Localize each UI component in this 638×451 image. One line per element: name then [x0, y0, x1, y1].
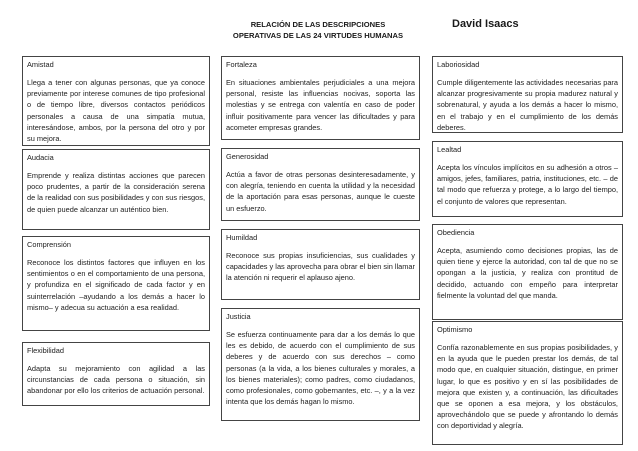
virtue-description: Adapta su mejoramiento con agilidad a las circunstancias de cada persona o situación, sin abandonar por ello los criterios de actuación personal.	[27, 364, 205, 396]
virtue-box-optimismo	[432, 321, 623, 445]
virtue-box-audacia	[22, 149, 210, 230]
virtue-title: Laboriosidad	[437, 60, 480, 69]
virtue-title: Fortaleza	[226, 60, 257, 69]
virtue-title: Lealtad	[437, 145, 462, 154]
author-name: David Isaacs	[452, 18, 519, 30]
virtue-title: Obediencia	[437, 228, 475, 237]
virtue-box-humildad	[221, 229, 420, 300]
virtue-box-amistad	[22, 56, 210, 146]
virtue-title: Amistad	[27, 60, 54, 69]
virtue-description: Acepta los vínculos implícitos en su adhesión a otros –amigos, jefes, familiares, patria, instituciones, etc. – de tal modo que refuerza y protege, a lo largo del tiempo, el conjunto de valores que representan.	[437, 163, 618, 206]
virtue-description: Reconoce sus propias insuficiencias, sus cualidades y capacidades y las aprovecha para obrar el bien sin llamar la atención ni requerir el aplauso ajeno.	[226, 251, 415, 283]
virtue-description: Acepta, asumiendo como decisiones propias, las de quien tiene y ejerce la autoridad, con tal de que no se opongan a la justicia, y realiza con prontitud de decidido, actuando con empeño para interpretar fielmente la voluntad del que manda.	[437, 246, 618, 300]
document-title-line-2: OPERATIVAS DE LAS 24 VIRTUDES HUMANAS	[232, 31, 404, 40]
virtue-box-justicia	[221, 308, 420, 421]
virtue-description: En situaciones ambientales perjudiciales a una mejora personal, resiste las influencias nocivas, soporta las molestias y se entrega con valentía en caso de poder influir positivamente para vencer las dificultades y para acometer empresas grandes.	[226, 78, 415, 132]
virtue-box-laboriosidad	[432, 56, 623, 133]
virtue-title: Optimismo	[437, 325, 473, 334]
virtue-title: Humildad	[226, 233, 258, 242]
virtue-box-fortaleza	[221, 56, 420, 140]
virtue-box-generosidad	[221, 148, 420, 221]
virtue-title: Generosidad	[226, 152, 269, 161]
virtue-title: Comprensión	[27, 240, 71, 249]
virtue-description: Llega a tener con algunas personas, que ya conoce previamente por interese comunes de tipo profesional o de tiempo libre, diversos contactos periódicos personales a causa de una simpatía mutua, interesándose, ambos, por la persona del otro y por su mejora.	[27, 78, 205, 144]
virtue-description: Confía razonablemente en sus propias posibilidades, y en la ayuda que le pueden prestar los demás, de tal modo que, en cualquier situación, distingue, en primer lugar, lo que es positivo y en sí las posibilidades de mejora que existen y, a continuación, las dificultades que se oponen a esa mejora, y los obstáculos, aprovechándolo que se puede y afrontando lo demás con deportividad y alegría.	[437, 343, 618, 431]
virtue-description: Se esfuerza continuamente para dar a los demás lo que les es debido, de acuerdo con el cumplimiento de sus deberes y de acuerdo con sus derechos – como personas (a la vida, a los bienes culturales y morales, a los bienes materiales); como padres, como ciudadanos, como profesionales, como gobernantes, etc. –, y a la vez intenta que los demás hagan lo mismo.	[226, 330, 415, 407]
virtue-title: Flexibilidad	[27, 346, 64, 355]
virtue-box-obediencia	[432, 224, 623, 320]
virtue-description: Reconoce los distintos factores que influyen en los sentimientos o en el comportamiento de una persona, y profundiza en el significado de cada factor y en suinterrelación –ayudando a los demás a hacer lo mismo– y adecua su actuación a esa realidad.	[27, 258, 205, 312]
virtue-box-lealtad	[432, 141, 623, 217]
document-title	[218, 19, 418, 41]
virtue-box-comprension	[22, 236, 210, 331]
virtue-box-flexibilidad	[22, 342, 210, 406]
virtue-title: Justicia	[226, 312, 251, 321]
virtue-description: Emprende y realiza distintas acciones que parecen poco prudentes, a partir de la consideración serena de la realidad con sus posibilidades y con sus riesgos, de quien puede alcanzar un auténtico bien.	[27, 171, 205, 214]
document-title-line-1: RELACIÓN DE LAS DESCRIPCIONES	[250, 20, 386, 29]
virtue-description: Actúa a favor de otras personas desinteresadamente, y con alegría, teniendo en cuenta la utilidad y la necesidad de la aportación para esas personas, aunque le cueste un esfuerzo.	[226, 170, 415, 213]
virtue-description: Cumple diligentemente las actividades necesarias para alcanzar progresivamente su propia madurez natural y sobrenatural, y ayuda a los demás a hacer lo mismo, en el trabajo y en el cumplimiento de los demás deberes.	[437, 78, 618, 132]
virtue-title: Audacia	[27, 153, 54, 162]
